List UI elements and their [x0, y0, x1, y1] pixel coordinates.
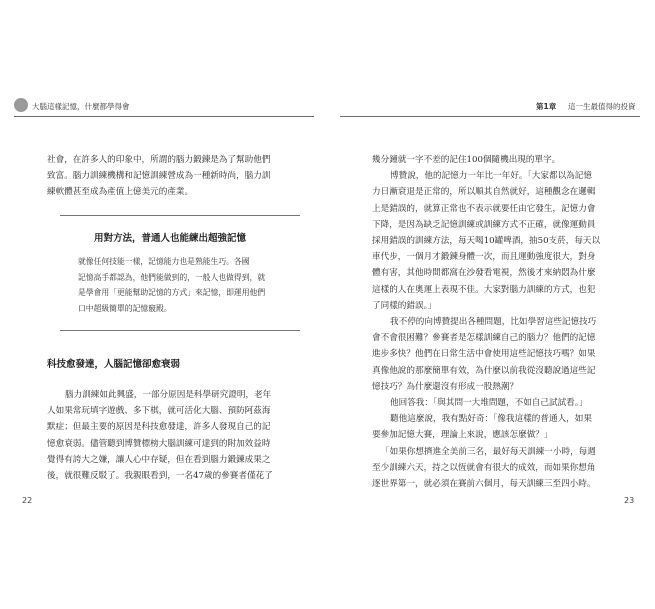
box-line: 記憶高手都認為，他們能做到的，一般人也做得到，就 [78, 272, 266, 282]
left-header-title: 大腦這樣記憶，什麼都學得會 [32, 102, 130, 111]
right-header-rule [340, 116, 640, 117]
text-line: 社會，在許多人的印象中，所謂的腦力鍛鍊是為了幫助他們 [47, 155, 271, 165]
text-line: 下降，是因為缺乏記憶訓練或訓練方式不正確，就像運動員 [372, 219, 596, 230]
box-top-rule [60, 215, 300, 216]
text-line: 要參加記憶大賽，理論上來說，應該怎麼做？」 [372, 430, 553, 441]
box-paragraph [78, 254, 265, 316]
text-line: 致富。腦力訓練機構和記憶訓練營成為一種新時尚，腦力訓 [47, 171, 271, 182]
text-line: 體有害，其他時間都窩在沙發看電視，然後才來納悶為什麼 [372, 268, 596, 279]
text-line: 憶愈衰弱。儘管聽到博贊標榜大腦訓練可達到的附加效益時 [47, 438, 271, 449]
left-header-rule [14, 116, 314, 117]
text-line: 人如果常玩填字遊戲、多下棋，就可活化大腦、預防阿茲海 [47, 406, 271, 417]
text-line: 採用錯誤的訓練方法，每天喝10罐啤酒，抽50支菸，每天以 [372, 236, 601, 247]
text-line: 聽他這麼說，我有點好奇：「像我這樣的普通人，如果 [390, 414, 592, 425]
text-line: 進步多快？他們在日常生活中會使用這些記憶技巧嗎？如果 [372, 349, 596, 360]
box-line: 就像任何技能一樣，記憶能力也是熟能生巧。各國 [78, 257, 250, 266]
right-page-number: 23 [624, 496, 635, 505]
text-line: 我不停的向博贊提出各種問題，比如學習這些記憶技巧 [390, 317, 597, 328]
text-line: 博贊說，他的記憶力一年比一年好。「大家都以為記憶 [390, 171, 592, 182]
text-line: 腦力訓練如此興盛，一部分原因是科學研究證明，老年 [65, 390, 272, 400]
text-line: 上是錯誤的，就算正常也不表示就要任由它發生，記憶力會 [372, 203, 596, 214]
text-line: 練軟體甚至成為產值上億美元的產業。 [47, 187, 194, 198]
header-circle-icon [14, 98, 28, 112]
left-page-number: 22 [22, 496, 33, 505]
box-bottom-rule [60, 330, 300, 331]
text-line: 會不會很困難？參賽者是怎樣訓練自己的腦力？他們的記憶 [372, 333, 596, 344]
chapter-label: 第1章 [536, 102, 557, 111]
text-line: 「如果你想擠進全美前三名，最好每天訓練一小時，每週 [381, 446, 596, 457]
box-line: 口中超級簡單的記憶竅殿。 [78, 303, 172, 313]
text-line: 了同樣的錯誤。」 [372, 300, 437, 311]
text-line: 他回答我：「與其問一大堆問題，不如自己試試看。」 [390, 398, 588, 409]
text-line: 車代步，一個月才鍛鍊身體一次，而且運動強度很大，對身 [372, 252, 596, 263]
text-line: 這樣的人在奧運上表現不佳。大家對腦力訓練的方式，也犯 [372, 284, 596, 295]
chapter-title: 這一生最值得的投資 [568, 102, 636, 111]
text-line: 至少訓練六天，持之以恆就會有很大的成效，而如果你想角 [372, 462, 596, 473]
text-line: 真像他說的那麼簡單有效，為什麼以前我從沒聽說過這些記 [372, 365, 596, 376]
text-line: 覺得有誇大之嫌，讓人心中存疑，但在看到腦力鍛鍊成果之 [47, 454, 271, 465]
text-line: 力日漸衰退是正常的，所以順其自然就好，這種觀念在邏輯 [372, 187, 596, 198]
section-paragraph [47, 387, 273, 484]
section-heading: 科技愈發達，人腦記憶卻愈衰弱 [47, 359, 181, 370]
text-line: 幾分鐘就一字不差的記住100個隨機出現的單字。 [372, 155, 561, 165]
text-line: 默症；但最主要的原因是科技愈發達，許多人發現自己的記 [47, 422, 271, 433]
right-page-body [372, 152, 600, 492]
text-line: 逐世界第一，就必須在賽前六個月，每天訓練三至四小時。 [372, 479, 596, 490]
text-line: 憶技巧？為什麼還沒有形成一股熱潮？ [372, 381, 519, 392]
text-line: 後，就很難反駁了。我親眼看到，一名47歲的參賽者僅花了 [47, 471, 273, 482]
left-intro-paragraph [47, 152, 270, 201]
box-heading: 用對方法，普通人也能練出超強記憶 [94, 233, 247, 244]
box-line: 是學會用「更能幫助記憶的方式」來記憶，即運用他們 [78, 288, 266, 298]
